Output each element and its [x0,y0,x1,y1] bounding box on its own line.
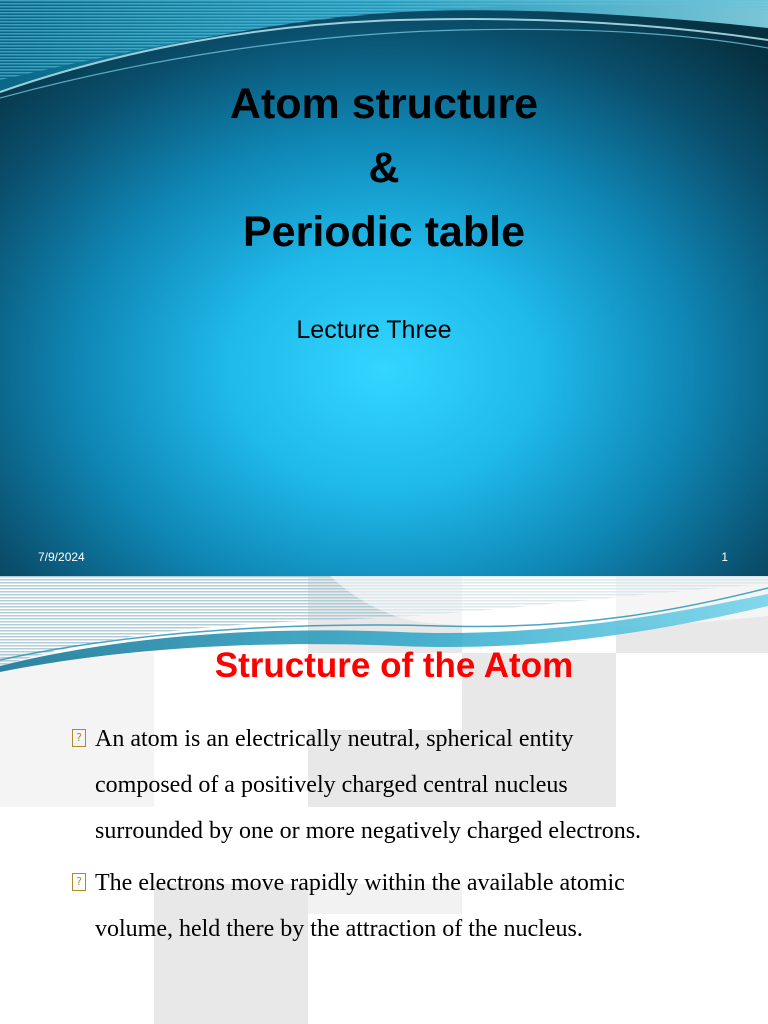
title-line-3: Periodic table [243,208,525,256]
bullet-item [72,716,712,854]
bullet-text-line: composed of a positively charged central nucleus [95,772,568,798]
bullet-text-line: volume, held there by the attraction of the nucleus. [95,916,583,942]
slide-date: 7/9/2024 [38,550,85,564]
slide-number: 1 [721,550,728,564]
slide-subtitle: Lecture Three [296,316,452,344]
title-line-1: Atom structure [229,80,539,128]
slide-heading: Structure of the Atom [214,646,574,685]
bullet-item [72,860,712,952]
title-line-2: & [368,144,400,192]
bullet-text-line: surrounded by one or more negatively charged electrons. [95,818,642,844]
bullet-marker-icon: ? [72,873,86,891]
bullet-text-line: The electrons move rapidly within the available atomic [95,870,625,896]
content-slide [0,576,768,1024]
bullet-text-line: An atom is an electrically neutral, spherical entity [95,726,574,752]
bullet-marker-icon: ? [72,729,86,747]
slide-title [0,72,768,264]
